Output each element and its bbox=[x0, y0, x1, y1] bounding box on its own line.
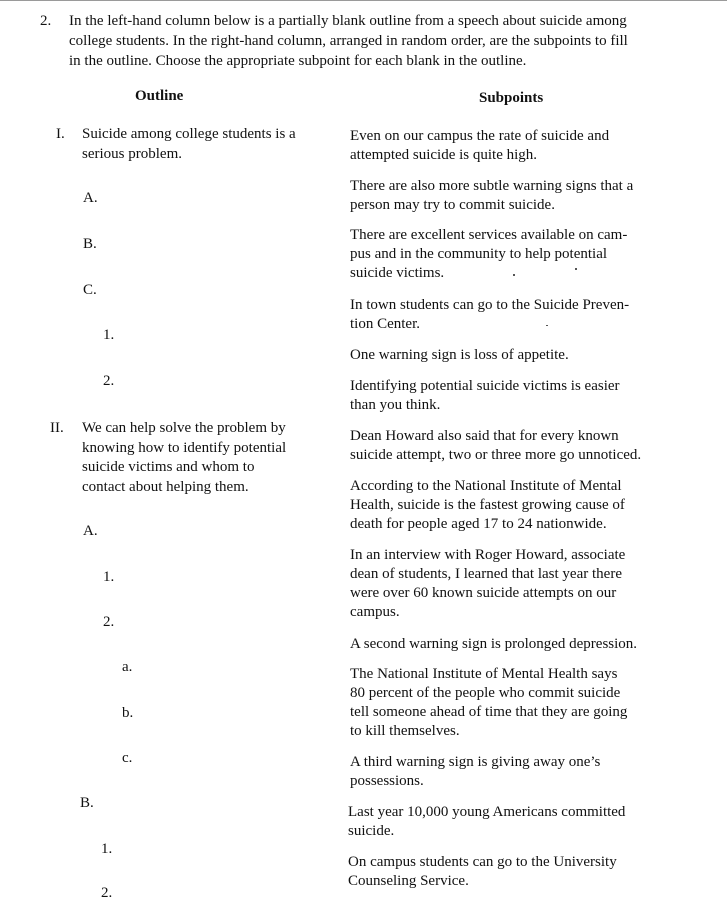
main-point-2-line-4: contact about helping them. bbox=[82, 479, 249, 495]
outline-heading: Outline bbox=[135, 88, 184, 104]
subpoint-item: Identifying potential suicide victims is easier than you think. bbox=[350, 378, 620, 413]
outline-blank-label: A. bbox=[83, 523, 98, 539]
subpoint-item: Last year 10,000 young Americans committed suicide. bbox=[348, 804, 626, 839]
main-point-2-line-3: suicide victims and whom to bbox=[82, 459, 255, 475]
main-point-1-line-2: serious problem. bbox=[82, 146, 182, 162]
outline-blank-label: c. bbox=[122, 750, 133, 766]
main-point-1-numeral: I. bbox=[56, 126, 65, 142]
outline-blank-label: 2. bbox=[103, 373, 115, 389]
main-point-2-line-2: knowing how to identify potential bbox=[82, 440, 287, 456]
outline-blank-label: b. bbox=[122, 705, 134, 721]
outline-blank-label: B. bbox=[80, 795, 94, 811]
subpoint-item: Even on our campus the rate of suicide and attempted suicide is quite high. bbox=[350, 128, 610, 163]
outline-blank-label: 1. bbox=[101, 841, 113, 857]
scan-speck bbox=[546, 325, 548, 326]
outline-blank-label: a. bbox=[122, 659, 133, 675]
outline-blank-label: A. bbox=[83, 190, 98, 206]
main-point-2-line-1: We can help solve the problem by bbox=[82, 420, 286, 436]
main-point-1-line-1: Suicide among college students is a bbox=[82, 126, 296, 142]
subpoints-heading: Subpoints bbox=[479, 90, 544, 106]
scan-speck bbox=[513, 274, 515, 276]
subpoint-item: There are excellent services available on cam- pus and in the community to help potential suicide victims. bbox=[350, 227, 628, 281]
outline-blank-label: 1. bbox=[103, 327, 115, 343]
subpoint-item: A third warning sign is giving away one’s possessions. bbox=[350, 754, 601, 789]
subpoint-item: In town students can go to the Suicide Preven- tion Center. bbox=[350, 297, 630, 332]
subpoint-item: One warning sign is loss of appetite. bbox=[350, 347, 569, 363]
outline-blank-label: C. bbox=[83, 282, 97, 298]
question-line-2: college students. In the right-hand column, arranged in random order, are the subpoints to fill bbox=[69, 33, 628, 49]
question-line-3: in the outline. Choose the appropriate subpoint for each blank in the outline. bbox=[69, 53, 527, 69]
subpoint-item: According to the National Institute of Mental Health, suicide is the fastest growing cause of death for people aged 17 to 24 nationwide. bbox=[350, 478, 625, 532]
subpoint-item: In an interview with Roger Howard, associate dean of students, I learned that last year there were over 60 known suicide attempts on our campus. bbox=[350, 547, 626, 620]
question-line-1: In the left-hand column below is a partially blank outline from a speech about suicide among bbox=[69, 13, 627, 29]
outline-blank-label: B. bbox=[83, 236, 97, 252]
outline-blank-label: 2. bbox=[103, 614, 115, 630]
subpoint-item: The National Institute of Mental Health says 80 percent of the people who commit suicide tell someone ahead of time that they are going to kill themselves. bbox=[350, 666, 628, 739]
scan-speck bbox=[575, 268, 577, 270]
subpoint-item: There are also more subtle warning signs that a person may try to commit suicide. bbox=[350, 178, 634, 213]
main-point-2-numeral: II. bbox=[50, 420, 64, 436]
outline-blank-label: 2. bbox=[101, 885, 113, 901]
subpoint-item: A second warning sign is prolonged depression. bbox=[350, 636, 638, 652]
subpoint-item: Dean Howard also said that for every known suicide attempt, two or three more go unnoticed. bbox=[350, 428, 642, 463]
subpoint-item: On campus students can go to the University Counseling Service. bbox=[348, 854, 617, 889]
top-border-line bbox=[0, 0, 727, 1]
question-number: 2. bbox=[40, 13, 52, 29]
outline-blank-label: 1. bbox=[103, 569, 115, 585]
